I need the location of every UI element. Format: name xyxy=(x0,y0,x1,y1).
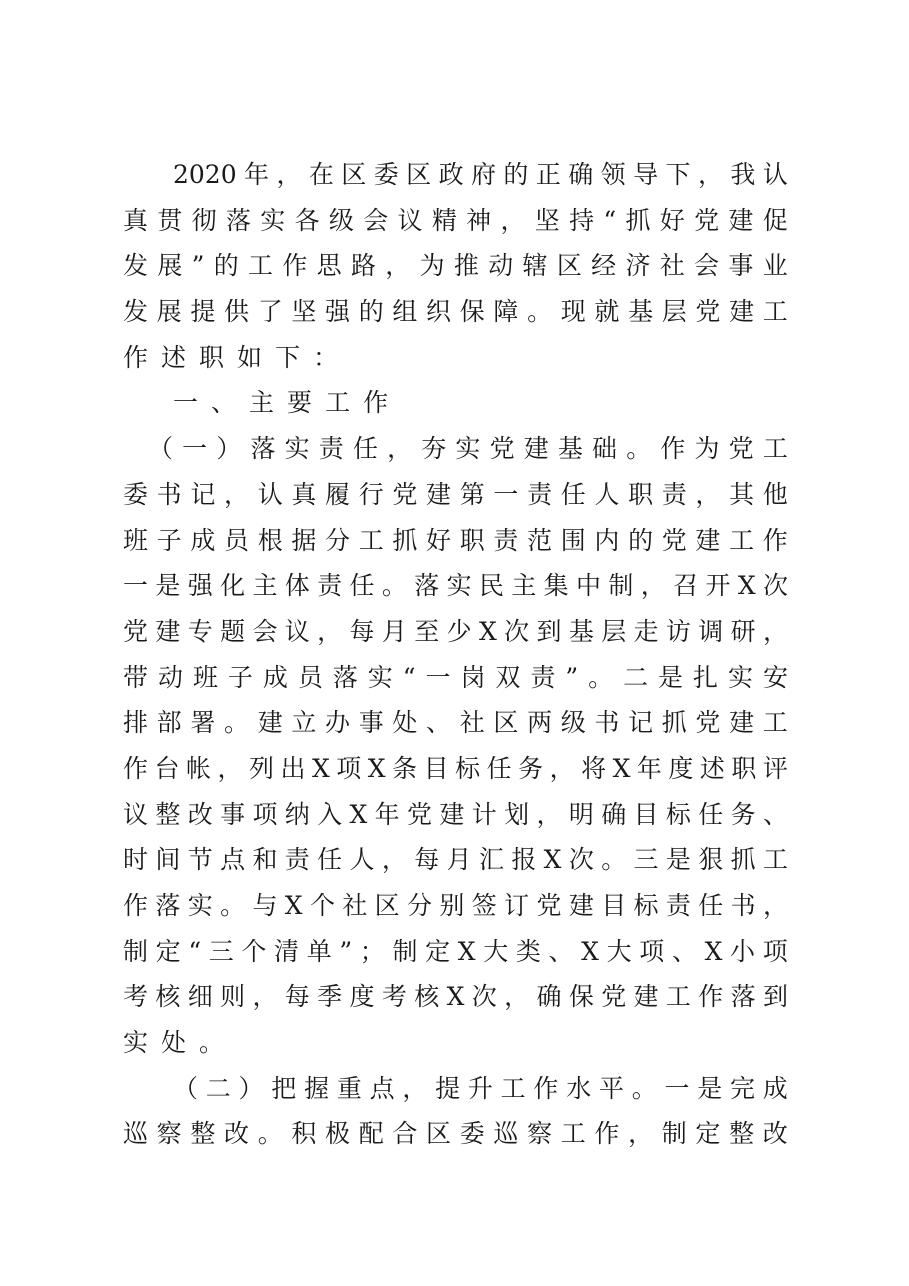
text-line: 发 展 ” 的 工 作 思 路 ， 为 推 动 辖 区 经 济 社 会 事 业 xyxy=(123,251,788,281)
body-text xyxy=(123,152,788,1157)
text-line: 委 书 记 ， 认 真 履 行 党 建 第 一 责 任 人 职 责 ， 其 他 xyxy=(123,479,788,509)
text-line: 2020 年 ， 在 区 委 区 政 府 的 正 确 领 导 下 ， 我 认 xyxy=(173,160,788,189)
text-line: 时 间 节 点 和 责 任 人 ， 每 月 汇 报 X 次 。 三 是 狠 抓 工 xyxy=(123,845,788,875)
text-line: 党 建 专 题 会 议 ， 每 月 至 少 X 次 到 基 层 走 访 调 研 ， xyxy=(123,616,788,646)
text-line: 发 展 提 供 了 坚 强 的 组 织 保 障 。 现 就 基 层 党 建 工 xyxy=(123,297,788,327)
text-line: 一 、 主 要 工 作 xyxy=(173,388,389,418)
text-line: 考 核 细 则 ， 每 季 度 考 核 X 次 ， 确 保 党 建 工 作 落 到 xyxy=(123,982,788,1012)
text-line: 实 处 。 xyxy=(123,1028,225,1058)
text-line: 巡 察 整 改 。 积 极 配 合 区 委 巡 察 工 作 ， 制 定 整 改 xyxy=(123,1119,788,1149)
text-line: （ 二 ） 把 握 重 点 ， 提 升 工 作 水 平 。 一 是 完 成 xyxy=(173,1073,788,1103)
text-line: 真 贯 彻 落 实 各 级 会 议 精 神 ， 坚 持 “ 抓 好 党 建 促 xyxy=(123,205,788,235)
text-line: 作 述 职 如 下 ： xyxy=(123,342,339,372)
text-line: 作 落 实 。 与 X 个 社 区 分 别 签 订 党 建 目 标 责 任 书 ， xyxy=(123,891,788,920)
text-line: 议 整 改 事 项 纳 入 X 年 党 建 计 划 ， 明 确 目 标 任 务 、 xyxy=(123,799,788,829)
text-line: 一 是 强 化 主 体 责 任 。 落 实 民 主 集 中 制 ， 召 开 X 次 xyxy=(123,571,788,601)
text-line: 作 台 帐 ， 列 出 X 项 X 条 目 标 任 务 ， 将 X 年 度 述 职 评 xyxy=(123,753,788,783)
text-line: 制 定 “ 三 个 清 单 ” ； 制 定 X 大 类 、 X 大 项 、 X 小 项 xyxy=(123,936,788,966)
text-line: 班 子 成 员 根 据 分 工 抓 好 职 责 范 围 内 的 党 建 工 作 xyxy=(123,525,788,555)
text-line: 带 动 班 子 成 员 落 实 “ 一 岗 双 责 ” 。 二 是 扎 实 安 xyxy=(123,662,788,692)
text-line: 排 部 署 。 建 立 办 事 处 、 社 区 两 级 书 记 抓 党 建 工 xyxy=(123,708,788,738)
text-line: （ 一 ） 落 实 责 任 ， 夯 实 党 建 基 础 。 作 为 党 工 xyxy=(148,434,788,464)
